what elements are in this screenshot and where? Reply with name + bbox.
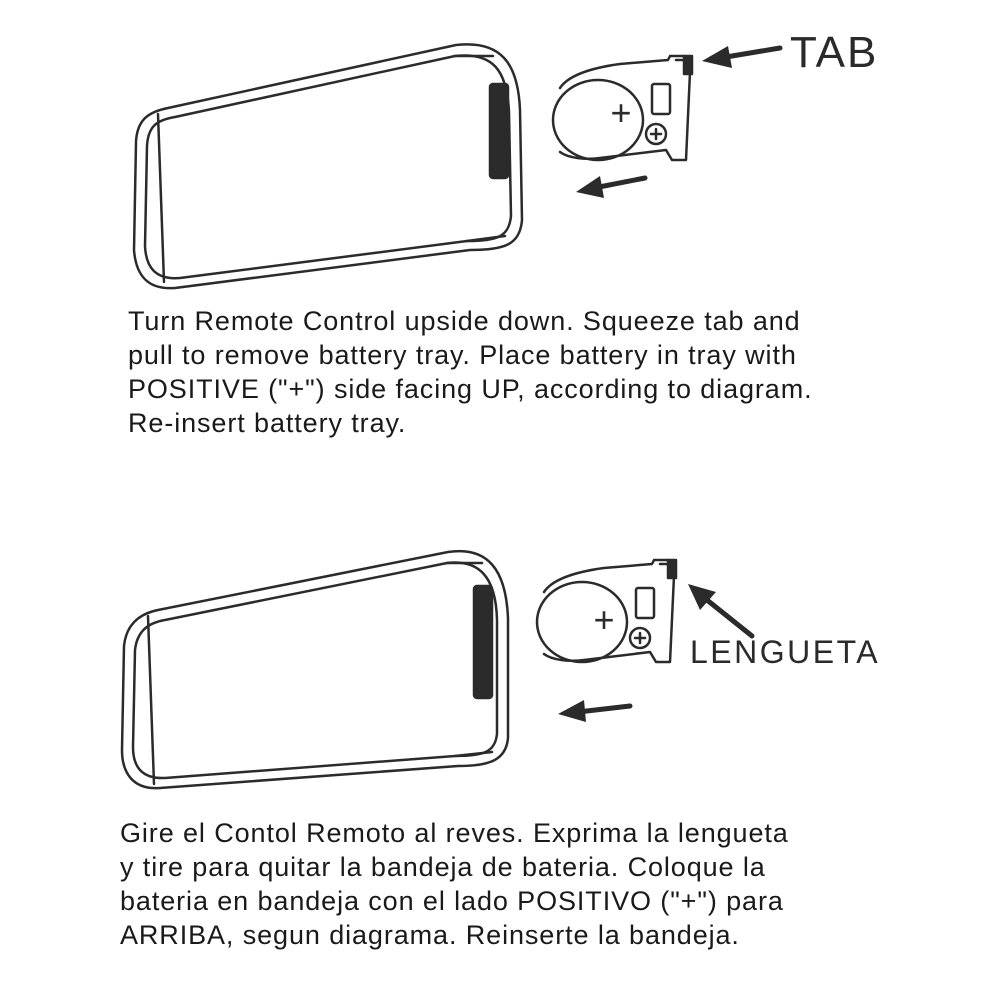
tab-pointer-arrow-icon	[688, 584, 752, 636]
positive-polarity-mark: +	[610, 92, 632, 133]
english-instruction-text	[128, 304, 813, 440]
insert-direction-arrow-icon	[558, 700, 630, 722]
remote-control-icon	[122, 551, 508, 788]
instruction-line: y tire para quitar la bandeja de bateria. Coloque la	[120, 852, 766, 882]
tab-pointer-arrow-icon	[702, 46, 780, 68]
instruction-line: Gire el Contol Remoto al reves. Exprima la lengueta	[120, 818, 789, 848]
english-instructions-panel	[0, 0, 1000, 480]
instruction-line: ARRIBA, segun diagrama. Reinserte la bandeja.	[120, 920, 740, 950]
spanish-instruction-text	[120, 816, 789, 952]
positive-polarity-mark: +	[593, 599, 615, 640]
instruction-line: bateria en bandeja con el lado POSITIVO ("+") para	[120, 886, 784, 916]
insert-direction-arrow-icon	[576, 176, 645, 198]
instruction-line: pull to remove battery tray. Place battery in tray with	[128, 340, 797, 370]
lengueta-callout-label: LENGUETA	[690, 634, 881, 670]
spanish-instructions-panel	[0, 500, 1000, 1000]
remote-control-icon	[134, 44, 522, 288]
instruction-line: POSITIVE ("+") side facing UP, according to diagram.	[128, 374, 813, 404]
instruction-line: Turn Remote Control upside down. Squeeze tab and	[128, 306, 801, 336]
tab-callout-label: TAB	[790, 28, 879, 77]
instruction-line: Re-insert battery tray.	[128, 408, 407, 438]
